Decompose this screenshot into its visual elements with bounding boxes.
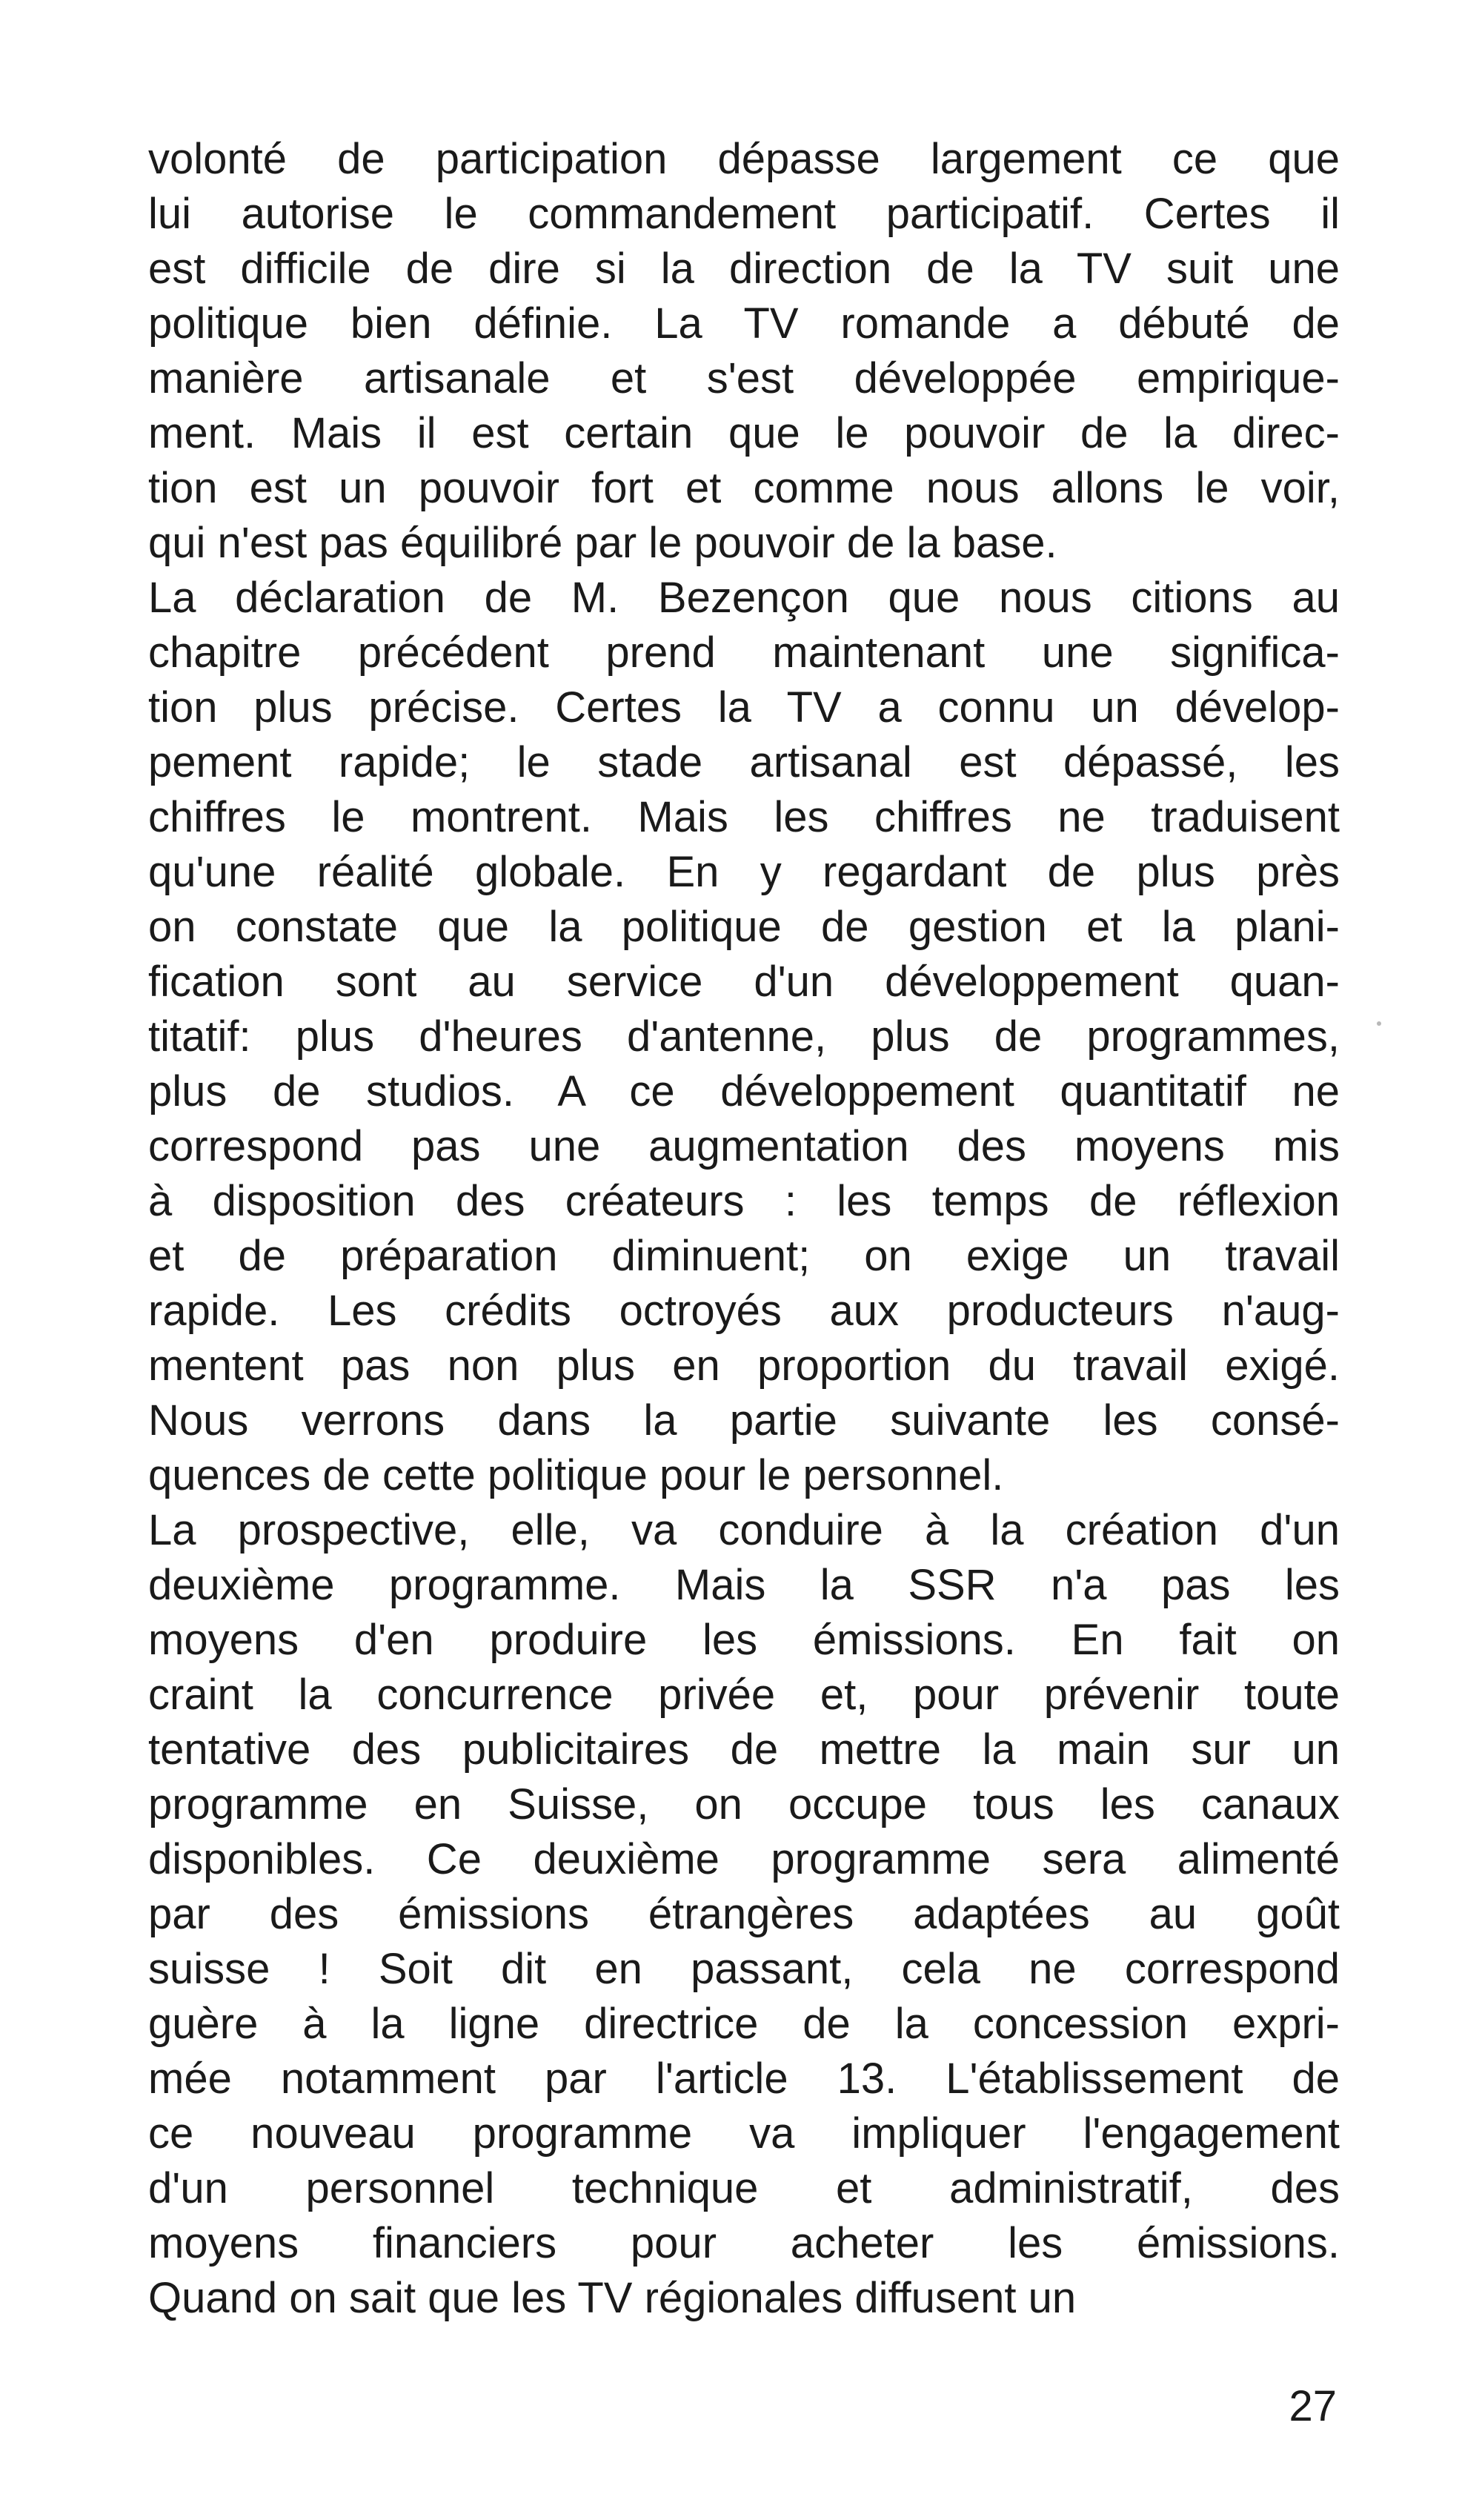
- text-line: pement rapide; le stade artisanal est dépassé, les: [148, 738, 1340, 786]
- text-line: moyens d'en produire les émissions. En fait on: [148, 1616, 1340, 1664]
- text-line: ce nouveau programme va impliquer l'engagement: [148, 2109, 1340, 2158]
- paragraph-3: [148, 1503, 1340, 2326]
- text-line: suisse ! Soit dit en passant, cela ne correspond: [148, 1945, 1340, 1993]
- text-line: mée notamment par l'article 13. L'établissement de: [148, 2055, 1340, 2103]
- text-line: disponibles. Ce deuxième programme sera alimenté: [148, 1835, 1340, 1883]
- text-line: lui autorise le commandement participatif. Certes il: [148, 190, 1340, 238]
- text-line: chiffres le montrent. Mais les chiffres ne traduisent: [148, 793, 1340, 841]
- text-line: quences de cette politique pour le personnel.: [148, 1451, 1004, 1499]
- text-line: manière artisanale et s'est développée empirique-: [148, 354, 1340, 402]
- text-line: Nous verrons dans la partie suivante les consé-: [148, 1396, 1340, 1445]
- text-line: politique bien définie. La TV romande a débuté de: [148, 299, 1340, 348]
- text-line: rapide. Les crédits octroyés aux producteurs n'aug-: [148, 1287, 1340, 1335]
- text-line: qu'une réalité globale. En y regardant de plus près: [148, 848, 1340, 896]
- text-line: deuxième programme. Mais la SSR n'a pas les: [148, 1561, 1340, 1609]
- text-line: craint la concurrence privée et, pour prévenir toute: [148, 1671, 1340, 1719]
- text-line: à disposition des créateurs : les temps de réflexion: [148, 1177, 1340, 1225]
- text-line: par des émissions étrangères adaptées au goût: [148, 1890, 1340, 1938]
- text-line: chapitre précédent prend maintenant une significa-: [148, 629, 1340, 677]
- text-line: mentent pas non plus en proportion du travail exigé.: [148, 1342, 1340, 1390]
- page-number: 27: [1289, 2382, 1337, 2430]
- text-line: ment. Mais il est certain que le pouvoir de la direc-: [148, 409, 1340, 457]
- text-line: La déclaration de M. Bezençon que nous citions au: [148, 574, 1340, 622]
- text-line: correspond pas une augmentation des moyens mis: [148, 1122, 1340, 1170]
- paragraph-1: [148, 132, 1340, 571]
- text-line: est difficile de dire si la direction de la TV suit une: [148, 245, 1340, 293]
- text-line: guère à la ligne directrice de la concession expri-: [148, 2000, 1340, 2048]
- text-line: on constate que la politique de gestion et la plani-: [148, 903, 1340, 951]
- text-line: programme en Suisse, on occupe tous les canaux: [148, 1780, 1340, 1828]
- text-line: tentative des publicitaires de mettre la main sur un: [148, 1725, 1340, 1774]
- text-line: et de préparation diminuent; on exige un travail: [148, 1232, 1340, 1280]
- text-line: moyens financiers pour acheter les émissions.: [148, 2219, 1340, 2267]
- text-line: tion plus précise. Certes la TV a connu un dévelop-: [148, 683, 1340, 732]
- text-line: tion est un pouvoir fort et comme nous allons le voir,: [148, 464, 1340, 512]
- text-line: qui n'est pas équilibré par le pouvoir de la base.: [148, 519, 1057, 567]
- scan-speck: [1377, 1021, 1381, 1026]
- paragraph-2: [148, 571, 1340, 1503]
- text-line: La prospective, elle, va conduire à la création d'un: [148, 1506, 1340, 1554]
- text-line: volonté de participation dépasse largement ce que: [148, 135, 1340, 183]
- body-text: [148, 132, 1340, 2326]
- text-line: fication sont au service d'un développement quan-: [148, 958, 1340, 1006]
- text-line: Quand on sait que les TV régionales diffusent un: [148, 2274, 1077, 2322]
- text-line: titatif: plus d'heures d'antenne, plus de programmes,: [148, 1012, 1340, 1061]
- text-line: d'un personnel technique et administratif, des: [148, 2164, 1340, 2212]
- text-line: plus de studios. A ce développement quantitatif ne: [148, 1067, 1340, 1115]
